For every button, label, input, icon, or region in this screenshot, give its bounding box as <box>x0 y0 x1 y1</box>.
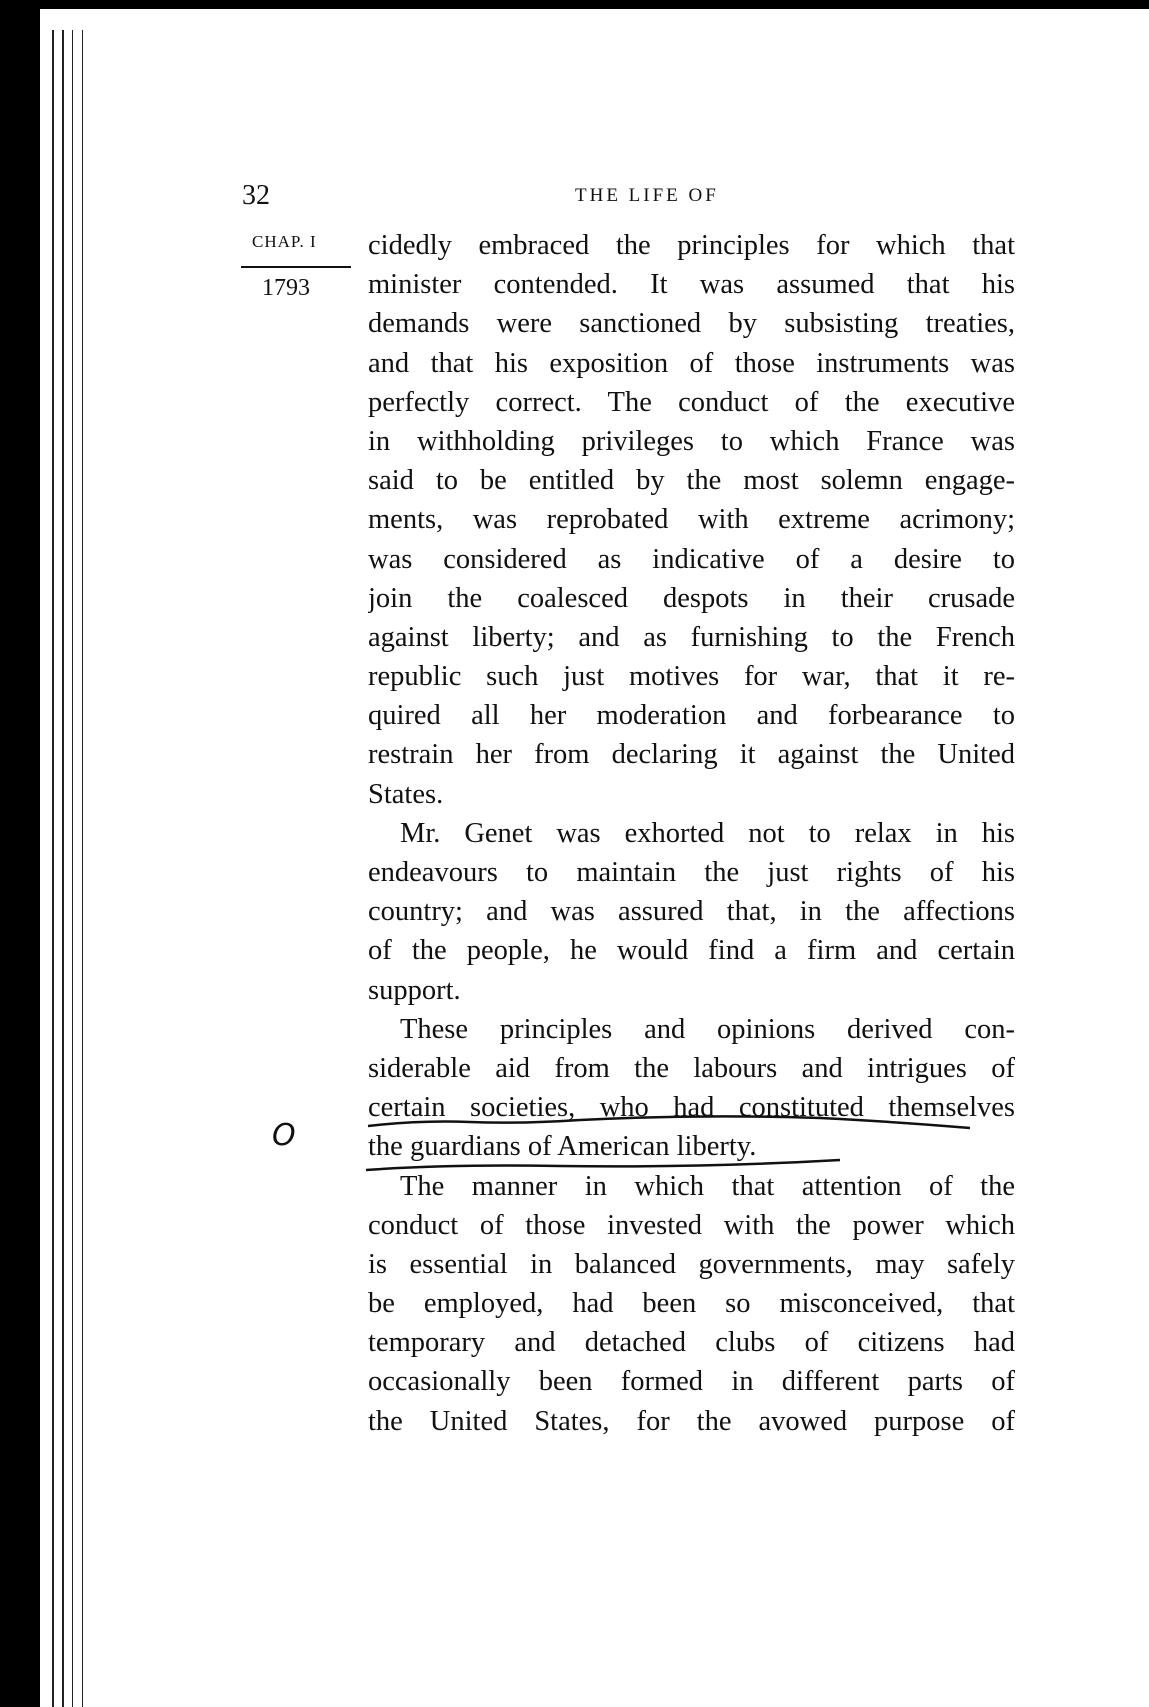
year-marginal: 1793 <box>262 275 310 301</box>
text-line: demands were sanctioned by subsisting treaties, <box>368 308 1015 340</box>
text-line: ments, was reprobated with extreme acrimony; <box>368 504 1015 536</box>
underline-stroke <box>366 1160 840 1170</box>
text-line: These principles and opinions derived con- <box>400 1013 1015 1045</box>
text-line: in withholding privileges to which France was <box>368 425 1015 457</box>
text-line: certain societies, who had constituted themselves <box>368 1092 1015 1124</box>
text-line: and that his exposition of those instruments was <box>368 347 1015 379</box>
running-title: THE LIFE OF <box>575 185 719 206</box>
text-line: endeavours to maintain the just rights of his <box>368 857 1015 888</box>
text-line: be employed, had been so misconceived, that <box>368 1288 1015 1320</box>
text-line: States. <box>368 778 444 810</box>
text-line: the guardians of American liberty. <box>368 1131 757 1163</box>
text-line: conduct of those invested with the power which <box>368 1209 1015 1241</box>
text-line: cidedly embraced the principles for which that <box>368 230 1015 261</box>
chapter-marginal: CHAP. I <box>252 232 317 251</box>
text-line: The manner in which that attention of the <box>400 1170 1015 1202</box>
text-line: is essential in balanced governments, may safely <box>368 1248 1015 1280</box>
text-line: restrain her from declaring it against the United <box>368 739 1015 771</box>
text-line: siderable aid from the labours and intrigues of <box>368 1052 1015 1084</box>
text-line: said to be entitled by the most solemn engage- <box>368 465 1015 497</box>
handwritten-circle-mark: O <box>272 1118 296 1153</box>
text-line: join the coalesced despots in their crusade <box>368 582 1015 614</box>
text-line: Mr. Genet was exhorted not to relax in his <box>400 817 1015 849</box>
text-line: occasionally been formed in different parts of <box>368 1366 1015 1398</box>
text-line: quired all her moderation and forbearance to <box>368 700 1015 732</box>
text-line: support. <box>368 974 461 1006</box>
text-line: country; and was assured that, in the affections <box>368 896 1015 928</box>
page-number: 32 <box>242 180 270 211</box>
text-line: against liberty; and as furnishing to the French <box>368 621 1015 653</box>
text-line: temporary and detached clubs of citizens had <box>368 1327 1015 1359</box>
text-line: the United States, for the avowed purpose of <box>368 1405 1015 1437</box>
text-line: was considered as indicative of a desire to <box>368 543 1015 575</box>
text-line: republic such just motives for war, that it re- <box>368 661 1015 693</box>
text-line: perfectly correct. The conduct of the executive <box>368 386 1015 418</box>
text-line: minister contended. It was assumed that his <box>368 269 1015 301</box>
text-line: of the people, he would find a firm and certain <box>368 935 1015 967</box>
underline-stroke <box>368 1116 970 1128</box>
